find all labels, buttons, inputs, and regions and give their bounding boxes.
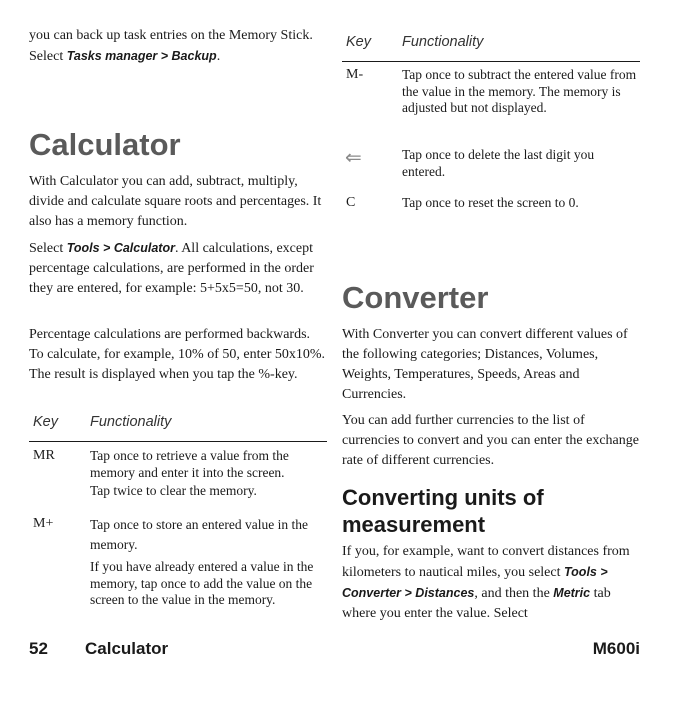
key-c: C: [346, 195, 356, 210]
menu-metric-tab: Metric: [553, 586, 591, 600]
converting-units-paragraph: If you, for example, want to convert distances from kilometers to nautical miles, you select Tools > Converter > Distances, and then the Metric tab where you enter the value. Select: [342, 544, 630, 621]
table-header-functionality: Functionality: [90, 414, 172, 430]
key-m-plus-desc-1: Tap once to store an entered value in the memory.: [90, 517, 308, 552]
footer-section-title: Calculator: [85, 639, 169, 658]
converting-units-heading: Converting units of measurement: [342, 485, 544, 537]
table-header-rule: [342, 61, 640, 62]
menu-path-calculator: Tools > Calculator: [66, 241, 175, 255]
percentage-paragraph: Percentage calculations are performed backwards. To calculate, for example, 10% of 50, enter 50x10%. The result is displayed when you tap the %-key.: [29, 327, 326, 382]
calculator-usage-paragraph: Select Tools > Calculator. All calculations, except percentage calculations, are performed in the order they are entered, for example: 5+5x5=50, not 30.: [29, 241, 314, 296]
key-mr: MR: [33, 448, 55, 463]
menu-path-backup: Tasks manager > Backup: [66, 49, 217, 63]
intro-paragraph: you can back up task entries on the Memory Stick. Select Tasks manager > Backup.: [29, 28, 313, 64]
table-header-rule: [29, 441, 327, 442]
key-mr-desc-2: Tap twice to clear the memory.: [90, 483, 257, 498]
menu-path-distances: Tools > Converter > Distances: [342, 565, 608, 600]
footer-model: M600i: [592, 639, 640, 658]
converter-intro-paragraph: With Converter you can convert different values of the following categories; Distances, Volumes, Weights, Temperatures, Speeds, Areas and Currencies.: [342, 327, 628, 402]
key-m-plus: M+: [33, 516, 54, 531]
page-number: 52: [29, 639, 48, 658]
calculator-intro-paragraph: With Calculator you can add, subtract, multiply, divide and calculate square roots and percentages. It also has a memory function.: [29, 174, 322, 229]
table-header-key: Key: [346, 34, 371, 50]
table-header-key: Key: [33, 414, 58, 430]
key-m-plus-desc-2: If you have already entered a value in the memory, tap once to add the value on the screen to the value in the memory.: [90, 559, 314, 607]
calculator-key-table-continued: [342, 32, 640, 222]
key-c-desc: Tap once to reset the screen to 0.: [402, 195, 579, 210]
calculator-key-table: [29, 412, 327, 632]
currencies-paragraph: You can add further currencies to the list of currencies to convert and you can enter the exchange rate of different currencies.: [342, 413, 639, 468]
converter-heading: Converter: [342, 280, 489, 315]
calculator-heading: Calculator: [29, 127, 181, 162]
key-m-minus: M-: [346, 67, 364, 82]
key-m-minus-desc: Tap once to subtract the entered value from the value in the memory. The memory is adjusted but not displayed.: [402, 67, 637, 115]
table-header-functionality: Functionality: [402, 34, 484, 50]
key-backspace-desc: Tap once to delete the last digit you entered.: [402, 147, 595, 179]
key-mr-desc-1: Tap once to retrieve a value from the memory and enter it into the screen.: [90, 448, 289, 480]
backspace-arrow-icon: ⇐: [345, 145, 362, 169]
